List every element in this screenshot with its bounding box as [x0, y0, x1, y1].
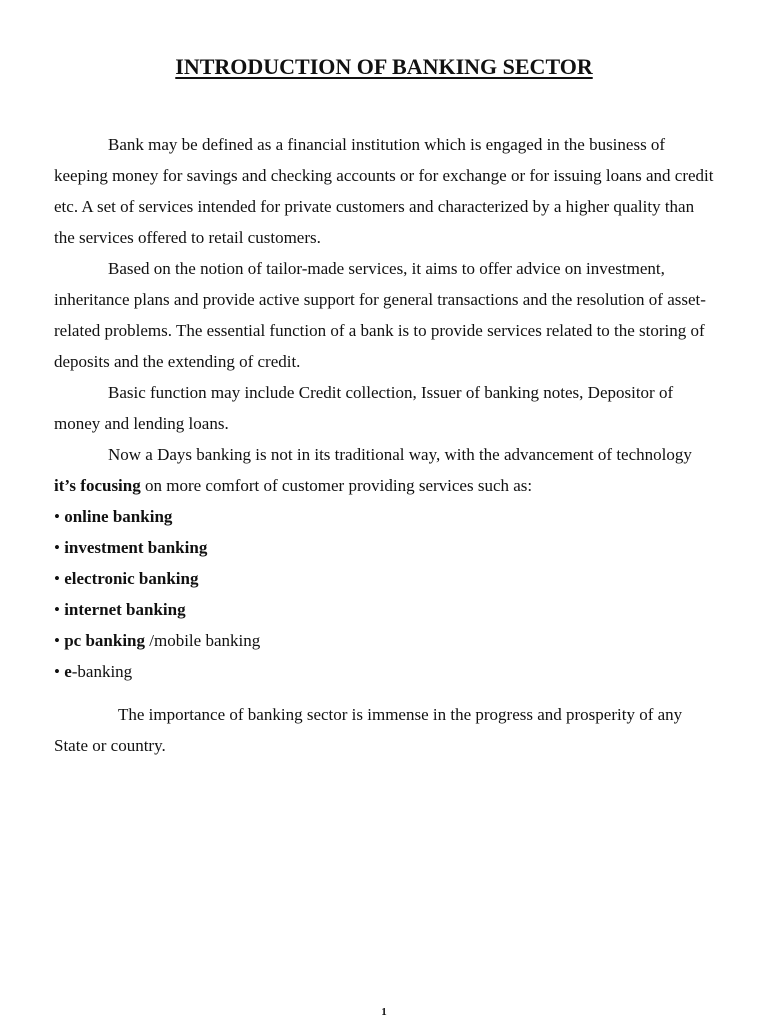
document-body — [54, 129, 718, 761]
bullet-marker: • — [54, 538, 60, 557]
page-number: 1 — [381, 1006, 387, 1018]
technology-text-after: on more comfort of customer providing services such as: — [140, 476, 533, 495]
list-item — [54, 656, 718, 687]
list-item — [54, 532, 718, 563]
list-item-bold: internet banking — [64, 600, 186, 619]
bullet-marker: • — [54, 507, 60, 526]
page-title: INTRODUCTION OF BANKING SECTOR — [175, 54, 593, 79]
list-item-bold: investment banking — [64, 538, 208, 557]
list-item — [54, 501, 718, 532]
list-item-bold: online banking — [64, 507, 173, 526]
bullet-marker: • — [54, 631, 60, 650]
list-item — [54, 594, 718, 625]
paragraph-services: Based on the notion of tailor-made services, it aims to offer advice on investment, inheritance plans and provide active support for general transactions and the resolution of asset-related problems. The essential function of a bank is to provide services related to the storing of deposits and the extending of credit. — [54, 259, 706, 371]
bullet-marker: • — [54, 600, 60, 619]
paragraph-technology — [54, 439, 718, 501]
bullet-marker: • — [54, 569, 60, 588]
list-item — [54, 563, 718, 594]
list-item-bold: electronic banking — [64, 569, 199, 588]
list-item-bold: e — [64, 662, 72, 681]
technology-text-before: Now a Days banking is not in its traditional way, with the advancement of technology — [108, 445, 692, 464]
list-item-bold: pc banking — [64, 631, 145, 650]
technology-text-bold: it’s focusing — [54, 476, 141, 495]
services-list — [54, 501, 718, 687]
list-item — [54, 625, 718, 656]
paragraph-definition: Bank may be defined as a financial institution which is engaged in the business of keeping money for savings and checking accounts or for exchange or for issuing loans and credit etc. A set of services intended for private customers and characterized by a higher quality than the services offered to retail customers. — [54, 135, 714, 247]
bullet-marker: • — [54, 662, 60, 681]
paragraph-basic-function: Basic function may include Credit collection, Issuer of banking notes, Depositor of money and lending loans. — [54, 383, 674, 433]
paragraph-closing: The importance of banking sector is immense in the progress and prosperity of any State or country. — [54, 705, 683, 755]
list-item-rest: -banking — [71, 662, 133, 681]
list-item-rest: /mobile banking — [145, 631, 261, 650]
